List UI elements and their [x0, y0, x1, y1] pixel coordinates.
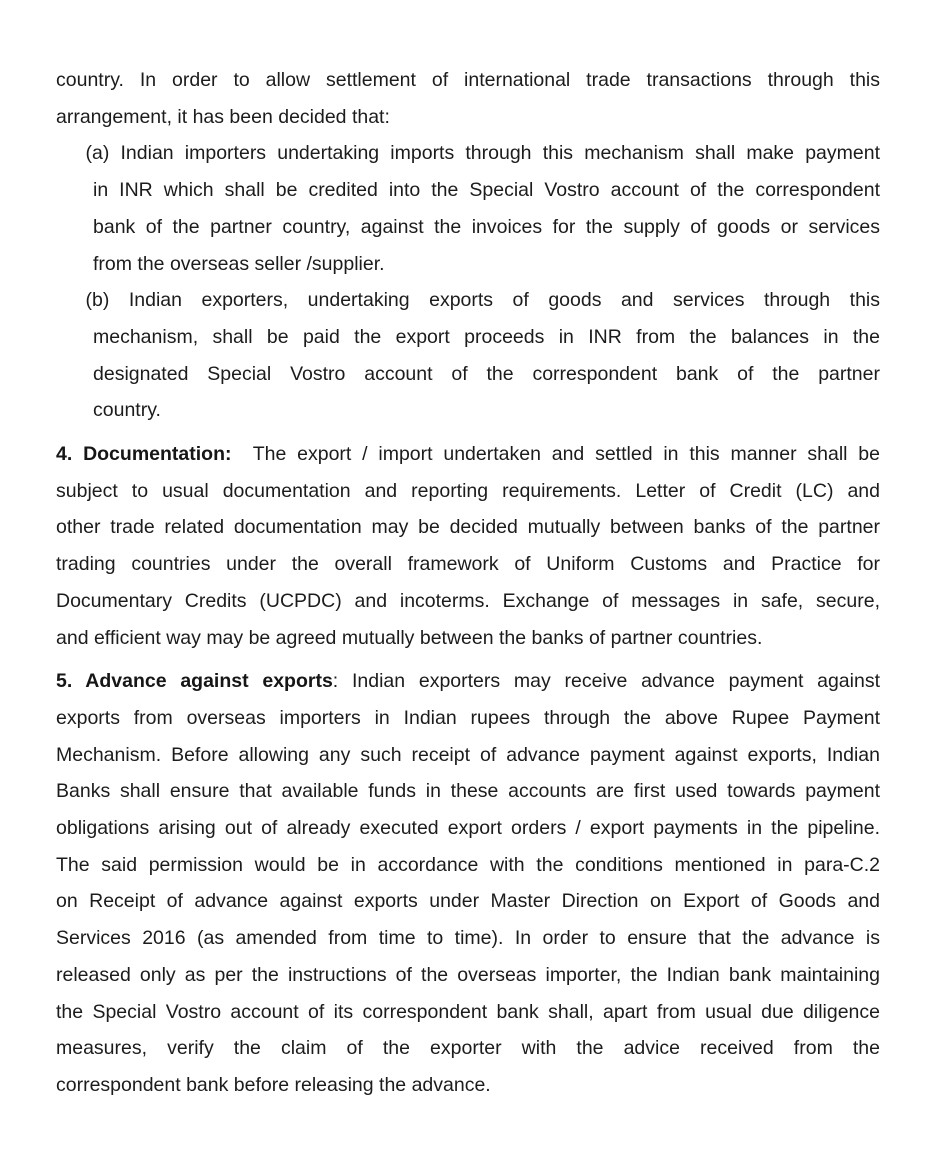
text-line: subject to usual documentation and reporting requirements. Letter of Credit (LC) and: [56, 479, 880, 502]
section-heading: 5. Advance against exports: [56, 670, 333, 693]
text-line: bank of the partner country, against the invoices for the supply of goods or services: [93, 215, 880, 238]
text-line: country. In order to allow settlement of international trade transactions through this: [56, 69, 880, 91]
text-line: Banks shall ensure that available funds in these accounts are first used towards payment: [56, 780, 880, 803]
text-line: released only as per the instructions of the overseas importer, the Indian bank maintaining: [56, 963, 880, 986]
text-line: The said permission would be in accordance with the conditions mentioned in para-C.2: [56, 853, 880, 876]
text-line: arrangement, it has been decided that:: [56, 105, 390, 128]
text-line: 5. Advance against exports: Indian exporters may receive advance payment against: [56, 670, 880, 693]
text-line: measures, verify the claim of the exporter with the advice received from the: [56, 1037, 880, 1060]
text-line: from the overseas seller /supplier.: [93, 252, 385, 275]
list-item-a: [56, 135, 880, 282]
list-item-b: [56, 282, 880, 429]
text-line: on Receipt of advance against exports under Master Direction on Export of Goods and: [56, 890, 880, 913]
text-line: Services 2016 (as amended from time to time). In order to ensure that the advance is: [56, 927, 880, 950]
text-line: (a) Indian importers undertaking imports through this mechanism shall make payment: [85, 142, 880, 165]
text-line: mechanism, shall be paid the export proceeds in INR from the balances in the: [93, 325, 880, 348]
text-line: the Special Vostro account of its correspondent bank shall, apart from usual due diligence: [56, 1000, 880, 1023]
section-heading: 4. Documentation:: [56, 443, 232, 466]
paragraph-documentation: [56, 436, 880, 656]
text-line: Documentary Credits (UCPDC) and incoterms. Exchange of messages in safe, secure,: [56, 589, 880, 612]
text-line: designated Special Vostro account of the correspondent bank of the partner: [93, 362, 880, 385]
paragraph-advance-against-exports: [56, 663, 880, 1103]
text-line: exports from overseas importers in Indian rupees through the above Rupee Payment: [56, 706, 880, 729]
text-line: other trade related documentation may be decided mutually between banks of the partner: [56, 516, 880, 539]
text-line: trading countries under the overall framework of Uniform Customs and Practice for: [56, 553, 880, 576]
text-line: (b) Indian exporters, undertaking exports of goods and services through this: [85, 289, 880, 312]
text-line: in INR which shall be credited into the Special Vostro account of the correspondent: [93, 179, 880, 202]
text-line: and efficient way may be agreed mutually between the banks of partner countries.: [56, 626, 763, 649]
text-line: 4. Documentation: The export / import undertaken and settled in this manner shall be: [56, 443, 881, 466]
text-line: Mechanism. Before allowing any such receipt of advance payment against exports, Indian: [56, 743, 880, 766]
text-line: correspondent bank before releasing the advance.: [56, 1073, 491, 1096]
paragraph-intro: [56, 62, 880, 135]
text-line: obligations arising out of already executed export orders / export payments in the pipeline.: [56, 817, 880, 840]
text-line: country.: [93, 399, 161, 422]
